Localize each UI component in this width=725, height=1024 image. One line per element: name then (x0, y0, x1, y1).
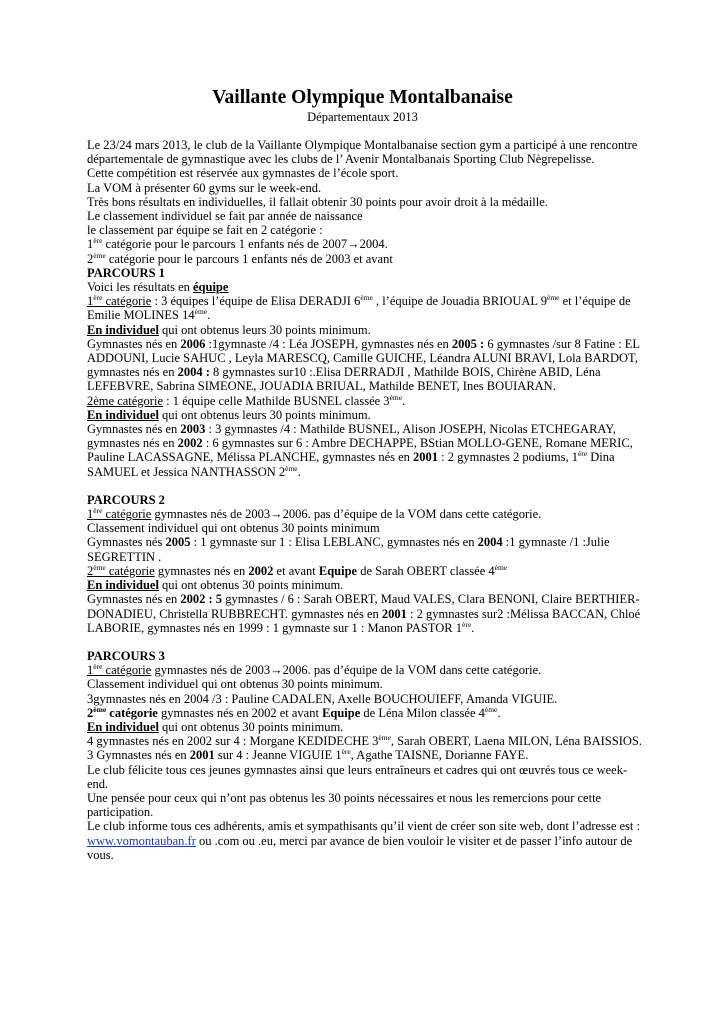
equipe-label: équipe (193, 280, 229, 295)
individual-heading: En individuel qui ont obtenus leurs 30 points minimum. (87, 407, 371, 422)
p1-category-1-paragraph: 1ère catégorie : 3 équipes l’équipe de Elisa DERADJI 6ème , l’équipe de Jouadia BRIOUAL 9ème et l’équipe de Emilie MOLINES 14ème. (87, 293, 631, 323)
category-label: 2ème catégorie (87, 393, 163, 408)
page-title: Vaillante Olympique Montalbanaise (212, 87, 513, 108)
p3-category-2-paragraph: 2ème catégorie gymnastes nés en 2002 et avant Equipe de Léna Milon classée 4ème. (87, 704, 501, 720)
category-label: 2ème catégorie (87, 704, 158, 720)
category-label: 2ème catégorie (87, 562, 155, 578)
category-label: 1ère catégorie (87, 662, 152, 678)
p2-category-1-paragraph: 1ère catégorie gymnastes nés de 2003→2006. pas d’équipe de la VOM dans cette catégorie. (87, 506, 542, 522)
individual-heading: En individuel qui ont obtenus leurs 30 points minimum. (87, 322, 371, 337)
intro-line: Très bons résultats en individuelles, il fallait obtenir 30 points pour avoir droit à la médaille. (87, 194, 548, 209)
classement-line: Classement individuel qui ont obtenus 30 points minimum (87, 521, 380, 536)
p2-category-2-paragraph: 2ème catégorie gymnastes nés en 2002 et avant Equipe de Sarah OBERT classée 4ème (87, 562, 508, 578)
p1-category-2-paragraph: 2ème catégorie : 1 équipe celle Mathilde BUSNEL classée 3ème. (87, 392, 406, 408)
superscript: ème (93, 250, 106, 260)
closing-line: Le club informe tous ces adhérents, amis et sympathisants qu’il vient de créer son site web, dont l’adresse est : (87, 819, 640, 834)
p3-2002-results: 4 gymnastes nés en 2002 sur 4 : Morgane KEDIDECHE 3ème, Sarah OBERT, Laena MILON, Léna BAISSIOS. (87, 733, 642, 749)
parcours-3-heading: PARCOURS 3 (87, 648, 165, 663)
category-1-text: catégorie pour le parcours 1 enfants nés de 2007→2004. (102, 237, 388, 252)
closing-website-line: www.vomontauban.fr ou .com ou .eu, merci par avance de bien vouloir le visiter et de passer l’info autour de vous. (87, 833, 633, 862)
category-2-line: 2ème catégorie pour le parcours 1 enfants nés de 2003 et avant (87, 250, 393, 266)
superscript: ère (93, 236, 103, 246)
page-subtitle: Départementaux 2013 (307, 110, 418, 124)
category-label: 1ère catégorie (87, 506, 152, 522)
individual-heading: En individuel qui ont obtenus 30 points minimum. (87, 578, 344, 593)
p2-individual-results-2: Gymnastes nés en 2002 : 5 gymnastes / 6 : Sarah OBERT, Maud VALES, Clara BENONI, Claire BERTHIER-DONADIEU, Christella RUBBRECHT. gymnastes nés en 2001 : 2 gymnastes sur2 :Mélissa BACCAN, Chloé LABORIE, gymnastes nés en 1999 : 1 gymnaste sur 1 : Manon PASTOR 1ère. (87, 592, 641, 635)
classement-line: Classement individuel qui ont obtenus 30 points minimum. (87, 677, 383, 692)
document-body (87, 138, 647, 862)
p3-category-1-paragraph: 1ère catégorie gymnastes nés de 2003→2006. pas d’équipe de la VOM dans cette catégorie. (87, 662, 542, 678)
website-link[interactable]: www.vomontauban.fr (87, 833, 196, 848)
closing-line: Une pensée pour ceux qui n’ont pas obtenus les 30 points nécessaires et nous les remercions pour cette participation. (87, 790, 602, 820)
p1-individual-results-2: Gymnastes nés en 2003 : 3 gymnastes /4 : Mathilde BUSNEL, Alison JOSEPH, Nicolas ETCHEGARAY, gymnastes nés en 2002 : 6 gymnastes sur 6 : Ambre DECHAPPE, BStian MOLLO-GENE, Romane MERIC, Pauline LACASSAGNE, Mélissa PLANCHE, gymnastes nés en 2001 : 2 gymnastes 2 podiums, 1ère Dina SAMUEL et Jessica NANTHASSON 2ème. (87, 422, 633, 479)
p3-2004-results: 3gymnastes nés en 2004 /3 : Pauline CADALEN, Axelle BOUCHOUIEFF, Amanda VIGUIE. (87, 691, 558, 706)
closing-line: Le club félicite tous ces jeunes gymnastes ainsi que leurs entraîneurs et cadres qui ont œuvrés tous ce week-end. (87, 762, 628, 791)
intro-line: La VOM à présenter 60 gyms sur le week-end. (87, 180, 322, 195)
parcours-1-heading: PARCOURS 1 (87, 265, 165, 280)
p2-individual-results: Gymnastes nés 2005 : 1 gymnaste sur 1 : Elisa LEBLANC, gymnastes nés en 2004 :1 gymnaste /1 :Julie SEGRETTIN . (87, 535, 610, 564)
parcours-2-heading: PARCOURS 2 (87, 492, 165, 507)
p3-2001-results: 3 Gymnastes nés en 2001 sur 4 : Jeanne VIGUIE 1ère, Agathe TAISNE, Dorianne FAYE. (87, 747, 529, 763)
category-label: 1ère catégorie (87, 293, 152, 309)
category-2-text: catégorie pour le parcours 1 enfants nés de 2003 et avant (105, 251, 393, 266)
intro-line: le classement par équipe se fait en 2 catégorie : (87, 223, 323, 238)
intro-paragraph: Le 23/24 mars 2013, le club de la Vaillante Olympique Montalbanaise section gym a participé à une rencontre départementale de gymnastique avec les clubs de l’ Avenir Montalbanais Sporting Club Nègrepelisse. (87, 138, 638, 167)
individual-heading: En individuel qui ont obtenus 30 points minimum. (87, 719, 344, 734)
category-1-line: 1ère catégorie pour le parcours 1 enfants nés de 2007→2004. (87, 236, 388, 252)
p1-individual-results: Gymnastes nés en 2006 :1gymnaste /4 : Léa JOSEPH, gymnastes nés en 2005 : 6 gymnastes /sur 8 Fatine : EL ADDOUNI, Lucie SAHUC , Leyla MARESCQ, Camille GUICHE, Léandra ALUNI BRAVI, Lola BARDOT, gymnastes nés en 2004 : 8 gymnastes sur10 :.Elisa DERRADJI , Mathilde BOIS, Chirène ABID, Léna LEFEBVRE, Sabrina SIMEONE, JOUADIA BRIUAL, Mathilde BENET, Ines BOUIARAN. (87, 336, 640, 394)
intro-line: Cette compétition est réservée aux gymnastes de l’école sport. (87, 166, 399, 181)
intro-line: Le classement individuel se fait par année de naissance (87, 209, 363, 224)
results-intro: Voici les résultats en équipe (87, 280, 229, 295)
